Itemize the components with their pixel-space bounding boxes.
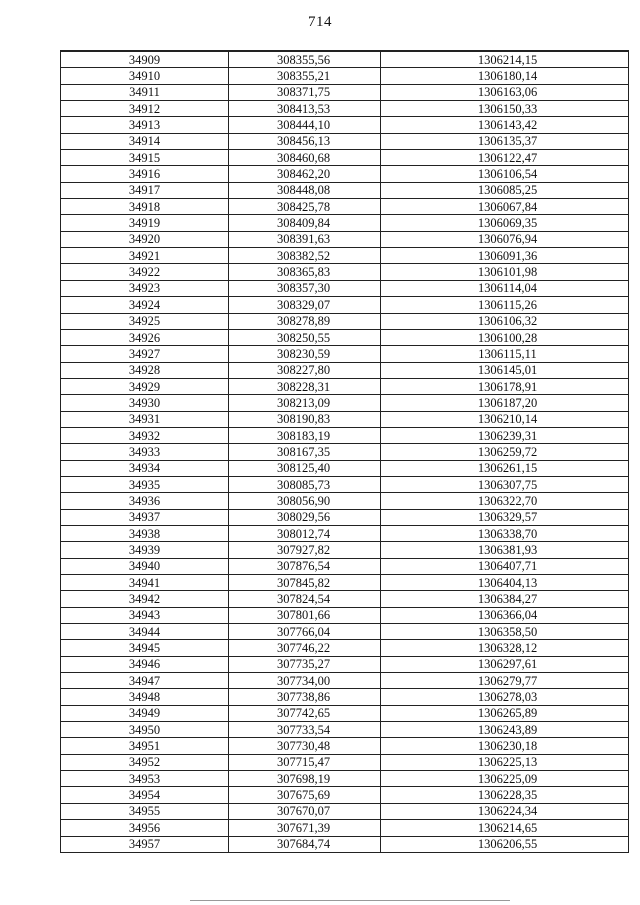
y-coordinate-cell: 1306115,26 (381, 297, 629, 313)
x-coordinate-cell: 307824,54 (229, 591, 381, 607)
table-row (61, 722, 629, 738)
x-coordinate-cell: 307801,66 (229, 607, 381, 623)
y-coordinate-cell: 1306100,28 (381, 329, 629, 345)
y-coordinate-cell: 1306261,15 (381, 460, 629, 476)
x-coordinate-cell: 307876,54 (229, 558, 381, 574)
x-coordinate-cell: 307730,48 (229, 738, 381, 754)
y-coordinate-cell: 1306206,55 (381, 836, 629, 852)
y-coordinate-cell: 1306322,70 (381, 493, 629, 509)
table-row (61, 248, 629, 264)
table-row (61, 493, 629, 509)
point-number-cell: 34912 (61, 101, 229, 117)
y-coordinate-cell: 1306114,04 (381, 280, 629, 296)
point-number-cell: 34935 (61, 476, 229, 492)
table-row (61, 378, 629, 394)
y-coordinate-cell: 1306297,61 (381, 656, 629, 672)
table-row (61, 51, 629, 68)
table-row (61, 101, 629, 117)
point-number-cell: 34940 (61, 558, 229, 574)
point-number-cell: 34952 (61, 754, 229, 770)
point-number-cell: 34913 (61, 117, 229, 133)
point-number-cell: 34926 (61, 329, 229, 345)
point-number-cell: 34923 (61, 280, 229, 296)
point-number-cell: 34939 (61, 542, 229, 558)
y-coordinate-cell: 1306085,25 (381, 182, 629, 198)
y-coordinate-cell: 1306214,15 (381, 51, 629, 68)
point-number-cell: 34946 (61, 656, 229, 672)
x-coordinate-cell: 307698,19 (229, 771, 381, 787)
point-number-cell: 34947 (61, 673, 229, 689)
table-row (61, 297, 629, 313)
x-coordinate-cell: 308355,21 (229, 68, 381, 84)
point-number-cell: 34943 (61, 607, 229, 623)
x-coordinate-cell: 307738,86 (229, 689, 381, 705)
y-coordinate-cell: 1306307,75 (381, 476, 629, 492)
point-number-cell: 34917 (61, 182, 229, 198)
table-row (61, 738, 629, 754)
x-coordinate-cell: 307927,82 (229, 542, 381, 558)
x-coordinate-cell: 308413,53 (229, 101, 381, 117)
table-row (61, 525, 629, 541)
y-coordinate-cell: 1306076,94 (381, 231, 629, 247)
x-coordinate-cell: 308456,13 (229, 133, 381, 149)
x-coordinate-cell: 308012,74 (229, 525, 381, 541)
point-number-cell: 34944 (61, 624, 229, 640)
x-coordinate-cell: 308448,08 (229, 182, 381, 198)
table-row (61, 754, 629, 770)
x-coordinate-cell: 308329,07 (229, 297, 381, 313)
x-coordinate-cell: 307766,04 (229, 624, 381, 640)
table-row (61, 427, 629, 443)
y-coordinate-cell: 1306338,70 (381, 525, 629, 541)
point-number-cell: 34911 (61, 84, 229, 100)
x-coordinate-cell: 308444,10 (229, 117, 381, 133)
point-number-cell: 34950 (61, 722, 229, 738)
x-coordinate-cell: 308425,78 (229, 199, 381, 215)
point-number-cell: 34924 (61, 297, 229, 313)
table-row (61, 673, 629, 689)
x-coordinate-cell: 307734,00 (229, 673, 381, 689)
table-row (61, 395, 629, 411)
table-row (61, 771, 629, 787)
coordinates-table (60, 50, 629, 853)
y-coordinate-cell: 1306225,09 (381, 771, 629, 787)
x-coordinate-cell: 307746,22 (229, 640, 381, 656)
y-coordinate-cell: 1306163,06 (381, 84, 629, 100)
x-coordinate-cell: 308167,35 (229, 444, 381, 460)
y-coordinate-cell: 1306150,33 (381, 101, 629, 117)
y-coordinate-cell: 1306106,54 (381, 166, 629, 182)
table-row (61, 346, 629, 362)
x-coordinate-cell: 308250,55 (229, 329, 381, 345)
x-coordinate-cell: 308085,73 (229, 476, 381, 492)
y-coordinate-cell: 1306214,65 (381, 820, 629, 836)
point-number-cell: 34921 (61, 248, 229, 264)
point-number-cell: 34910 (61, 68, 229, 84)
x-coordinate-cell: 307735,27 (229, 656, 381, 672)
point-number-cell: 34938 (61, 525, 229, 541)
x-coordinate-cell: 308365,83 (229, 264, 381, 280)
point-number-cell: 34934 (61, 460, 229, 476)
y-coordinate-cell: 1306224,34 (381, 803, 629, 819)
table-row (61, 476, 629, 492)
point-number-cell: 34930 (61, 395, 229, 411)
y-coordinate-cell: 1306230,18 (381, 738, 629, 754)
x-coordinate-cell: 308183,19 (229, 427, 381, 443)
point-number-cell: 34945 (61, 640, 229, 656)
y-coordinate-cell: 1306178,91 (381, 378, 629, 394)
y-coordinate-cell: 1306366,04 (381, 607, 629, 623)
y-coordinate-cell: 1306145,01 (381, 362, 629, 378)
y-coordinate-cell: 1306358,50 (381, 624, 629, 640)
table-row (61, 264, 629, 280)
y-coordinate-cell: 1306187,20 (381, 395, 629, 411)
point-number-cell: 34931 (61, 411, 229, 427)
table-row (61, 411, 629, 427)
coordinates-table-body (61, 51, 629, 852)
x-coordinate-cell: 307742,65 (229, 705, 381, 721)
x-coordinate-cell: 308371,75 (229, 84, 381, 100)
table-row (61, 689, 629, 705)
y-coordinate-cell: 1306407,71 (381, 558, 629, 574)
point-number-cell: 34909 (61, 51, 229, 68)
table-row (61, 150, 629, 166)
table-row (61, 313, 629, 329)
x-coordinate-cell: 308382,52 (229, 248, 381, 264)
y-coordinate-cell: 1306381,93 (381, 542, 629, 558)
point-number-cell: 34956 (61, 820, 229, 836)
point-number-cell: 34920 (61, 231, 229, 247)
x-coordinate-cell: 308213,09 (229, 395, 381, 411)
y-coordinate-cell: 1306329,57 (381, 509, 629, 525)
y-coordinate-cell: 1306210,14 (381, 411, 629, 427)
y-coordinate-cell: 1306091,36 (381, 248, 629, 264)
table-row (61, 575, 629, 591)
y-coordinate-cell: 1306135,37 (381, 133, 629, 149)
table-row (61, 542, 629, 558)
point-number-cell: 34937 (61, 509, 229, 525)
y-coordinate-cell: 1306243,89 (381, 722, 629, 738)
x-coordinate-cell: 307684,74 (229, 836, 381, 852)
y-coordinate-cell: 1306239,31 (381, 427, 629, 443)
table-row (61, 231, 629, 247)
table-row (61, 656, 629, 672)
point-number-cell: 34915 (61, 150, 229, 166)
table-row (61, 117, 629, 133)
footer-rule (190, 900, 510, 901)
table-row (61, 444, 629, 460)
x-coordinate-cell: 308357,30 (229, 280, 381, 296)
x-coordinate-cell: 308125,40 (229, 460, 381, 476)
y-coordinate-cell: 1306265,89 (381, 705, 629, 721)
table-row (61, 199, 629, 215)
x-coordinate-cell: 307845,82 (229, 575, 381, 591)
table-row (61, 68, 629, 84)
table-row (61, 787, 629, 803)
point-number-cell: 34914 (61, 133, 229, 149)
x-coordinate-cell: 308228,31 (229, 378, 381, 394)
x-coordinate-cell: 308230,59 (229, 346, 381, 362)
y-coordinate-cell: 1306259,72 (381, 444, 629, 460)
table-row (61, 166, 629, 182)
y-coordinate-cell: 1306101,98 (381, 264, 629, 280)
x-coordinate-cell: 308278,89 (229, 313, 381, 329)
table-row (61, 591, 629, 607)
table-row (61, 133, 629, 149)
x-coordinate-cell: 308029,56 (229, 509, 381, 525)
point-number-cell: 34948 (61, 689, 229, 705)
y-coordinate-cell: 1306279,77 (381, 673, 629, 689)
x-coordinate-cell: 307670,07 (229, 803, 381, 819)
point-number-cell: 34933 (61, 444, 229, 460)
table-row (61, 803, 629, 819)
point-number-cell: 34928 (61, 362, 229, 378)
x-coordinate-cell: 308462,20 (229, 166, 381, 182)
point-number-cell: 34957 (61, 836, 229, 852)
point-number-cell: 34927 (61, 346, 229, 362)
point-number-cell: 34954 (61, 787, 229, 803)
y-coordinate-cell: 1306143,42 (381, 117, 629, 133)
point-number-cell: 34936 (61, 493, 229, 509)
table-row (61, 820, 629, 836)
x-coordinate-cell: 308056,90 (229, 493, 381, 509)
table-row (61, 362, 629, 378)
x-coordinate-cell: 307733,54 (229, 722, 381, 738)
y-coordinate-cell: 1306328,12 (381, 640, 629, 656)
point-number-cell: 34925 (61, 313, 229, 329)
point-number-cell: 34932 (61, 427, 229, 443)
x-coordinate-cell: 307675,69 (229, 787, 381, 803)
y-coordinate-cell: 1306384,27 (381, 591, 629, 607)
x-coordinate-cell: 307671,39 (229, 820, 381, 836)
x-coordinate-cell: 308227,80 (229, 362, 381, 378)
point-number-cell: 34941 (61, 575, 229, 591)
x-coordinate-cell: 308460,68 (229, 150, 381, 166)
table-row (61, 280, 629, 296)
point-number-cell: 34929 (61, 378, 229, 394)
point-number-cell: 34918 (61, 199, 229, 215)
point-number-cell: 34949 (61, 705, 229, 721)
table-row (61, 329, 629, 345)
x-coordinate-cell: 308391,63 (229, 231, 381, 247)
y-coordinate-cell: 1306228,35 (381, 787, 629, 803)
x-coordinate-cell: 308409,84 (229, 215, 381, 231)
table-row (61, 558, 629, 574)
y-coordinate-cell: 1306122,47 (381, 150, 629, 166)
table-row (61, 84, 629, 100)
point-number-cell: 34953 (61, 771, 229, 787)
y-coordinate-cell: 1306106,32 (381, 313, 629, 329)
y-coordinate-cell: 1306115,11 (381, 346, 629, 362)
point-number-cell: 34922 (61, 264, 229, 280)
x-coordinate-cell: 308355,56 (229, 51, 381, 68)
table-row (61, 509, 629, 525)
y-coordinate-cell: 1306225,13 (381, 754, 629, 770)
page-number: 714 (308, 14, 332, 30)
table-row (61, 215, 629, 231)
table-row (61, 624, 629, 640)
point-number-cell: 34942 (61, 591, 229, 607)
table-row (61, 836, 629, 852)
point-number-cell: 34919 (61, 215, 229, 231)
point-number-cell: 34916 (61, 166, 229, 182)
table-row (61, 460, 629, 476)
point-number-cell: 34955 (61, 803, 229, 819)
y-coordinate-cell: 1306278,03 (381, 689, 629, 705)
x-coordinate-cell: 307715,47 (229, 754, 381, 770)
x-coordinate-cell: 308190,83 (229, 411, 381, 427)
y-coordinate-cell: 1306067,84 (381, 199, 629, 215)
y-coordinate-cell: 1306404,13 (381, 575, 629, 591)
table-row (61, 640, 629, 656)
point-number-cell: 34951 (61, 738, 229, 754)
table-row (61, 705, 629, 721)
table-row (61, 607, 629, 623)
table-row (61, 182, 629, 198)
y-coordinate-cell: 1306069,35 (381, 215, 629, 231)
y-coordinate-cell: 1306180,14 (381, 68, 629, 84)
